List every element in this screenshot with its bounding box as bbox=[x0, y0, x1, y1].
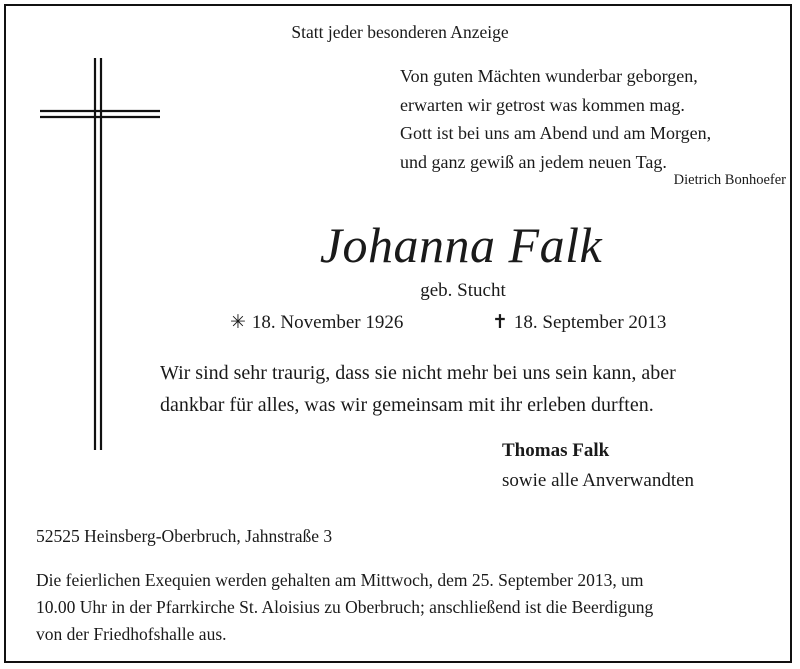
death-date-line bbox=[492, 311, 666, 334]
poem-line: erwarten wir getrost was kommen mag. bbox=[400, 94, 685, 115]
mourning-message bbox=[160, 357, 676, 421]
message-line: Wir sind sehr traurig, dass sie nicht mehr bei uns sein kann, aber bbox=[160, 362, 676, 384]
signature-relatives: sowie alle Anverwandten bbox=[502, 470, 695, 491]
notice-heading: Statt jeder besonderen Anzeige bbox=[291, 22, 509, 42]
funeral-line: von der Friedhofshalle aus. bbox=[36, 624, 227, 644]
funeral-line: Die feierlichen Exequien werden gehalten am Mittwoch, dem 25. September 2013, um bbox=[36, 570, 644, 590]
birth-date: 18. November 1926 bbox=[251, 312, 404, 333]
death-cross-icon: ✝ bbox=[492, 312, 508, 333]
birth-star-icon: ✳ bbox=[230, 312, 246, 333]
poem-author: Dietrich Bonhoefer bbox=[673, 172, 786, 188]
death-date: 18. September 2013 bbox=[513, 312, 667, 333]
poem-line: Von guten Mächten wunderbar geborgen, bbox=[400, 66, 698, 86]
address: 52525 Heinsberg-Oberbruch, Jahnstraße 3 bbox=[36, 526, 333, 546]
deceased-name: Johanna Falk bbox=[319, 217, 603, 273]
birth-date-line bbox=[230, 311, 403, 334]
maiden-name: geb. Stucht bbox=[420, 280, 506, 301]
signature-name: Thomas Falk bbox=[502, 440, 610, 461]
poem-line: und ganz gewiß an jedem neuen Tag. bbox=[400, 151, 667, 172]
funeral-line: 10.00 Uhr in der Pfarrkirche St. Aloisius zu Oberbruch; anschließend ist die Beerdigung bbox=[36, 597, 654, 617]
poem bbox=[400, 62, 711, 176]
poem-line: Gott ist bei uns am Abend und am Morgen, bbox=[400, 123, 712, 143]
funeral-info bbox=[36, 567, 653, 648]
message-line: dankbar für alles, was wir gemeinsam mit ihr erleben durften. bbox=[160, 394, 654, 416]
